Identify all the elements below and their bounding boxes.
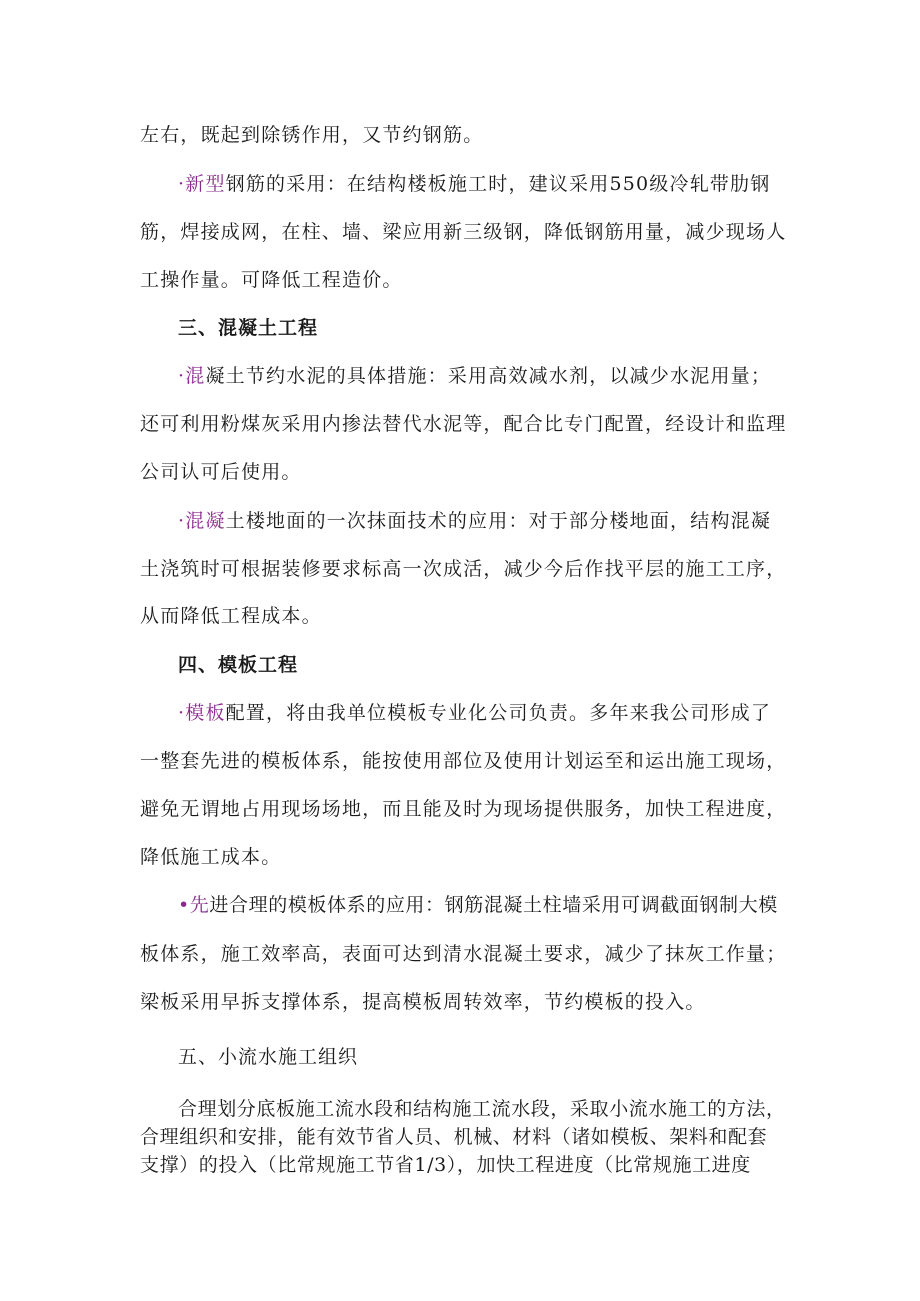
paragraph-line: 支撑）的投入（比常规施工节省1/3），加快工程进度（比常规施工进度 [140, 1154, 751, 1176]
highlighted-text: ·新型 [178, 173, 226, 195]
paragraph-line [178, 172, 790, 196]
paragraph-text: 配置，将由我单位模板专业化公司负责。多年来我公司形成了 [225, 702, 772, 724]
paragraph-text: 凝土节约水泥的具体措施：采用高效减水剂，以减少水泥用量； [205, 365, 772, 387]
section-heading: 四、模板工程 [178, 654, 299, 676]
paragraph-line: 一整套先进的模板体系，能按使用部位及使用计划运至和运出施工现场， [140, 750, 787, 772]
paragraph-text: 进合理的模板体系的应用：钢筋混凝土柱墙采用可调截面钢制大模 [209, 894, 778, 916]
paragraph-line: 避免无谓地占用现场场地，而且能及时为现场提供服务，加快工程进度， [140, 798, 787, 820]
paragraph-line: 土浇筑时可根据装修要求标高一次成活，减少今后作找平层的施工工序， [140, 558, 787, 580]
paragraph-line [178, 893, 790, 917]
paragraph-line [178, 364, 790, 388]
paragraph-line: 工操作量。可降低工程造价。 [140, 269, 403, 291]
paragraph-line: 还可利用粉煤灰采用内掺法替代水泥等，配合比专门配置，经设计和监理 [140, 413, 787, 435]
highlighted-text: ·混凝 [178, 510, 226, 532]
paragraph-line [178, 509, 790, 533]
section-heading: 三、混凝土工程 [178, 317, 319, 339]
highlighted-text: •先 [178, 894, 210, 916]
paragraph-line: 板体系，施工效率高，表面可达到清水混凝土要求，减少了抹灰工作量； [140, 943, 787, 965]
paragraph-line [178, 701, 790, 725]
paragraph-text: 土楼地面的一次抹面技术的应用：对于部分楼地面，结构混凝 [225, 510, 772, 532]
paragraph-line: 合理组织和安排，能有效节省人员、机械、材料（诸如模板、架料和配套 [140, 1126, 768, 1148]
paragraph-line: 降低施工成本。 [140, 846, 282, 868]
paragraph-line: 梁板采用早拆支撑体系，提高模板周转效率，节约模板的投入。 [140, 991, 706, 1013]
paragraph-line: 从而降低工程成本。 [140, 605, 322, 627]
highlighted-text: ·模板 [178, 702, 226, 724]
paragraph-line: 公司认可后使用。 [140, 461, 302, 483]
section-heading: 五、小流水施工组织 [178, 1046, 359, 1068]
highlighted-text: ·混 [178, 365, 206, 387]
paragraph-line: 左右，既起到除锈作用，又节约钢筋。 [140, 124, 484, 146]
paragraph-line: 筋，焊接成网，在柱、墙、梁应用新三级钢，降低钢筋用量，减少现场人 [140, 221, 787, 243]
paragraph-line: 合理划分底板施工流水段和结构施工流水段，采取小流水施工的方法， [178, 1098, 786, 1120]
paragraph-text: 钢筋的采用：在结构楼板施工时，建议采用550级冷轧带肋钢 [225, 173, 771, 195]
